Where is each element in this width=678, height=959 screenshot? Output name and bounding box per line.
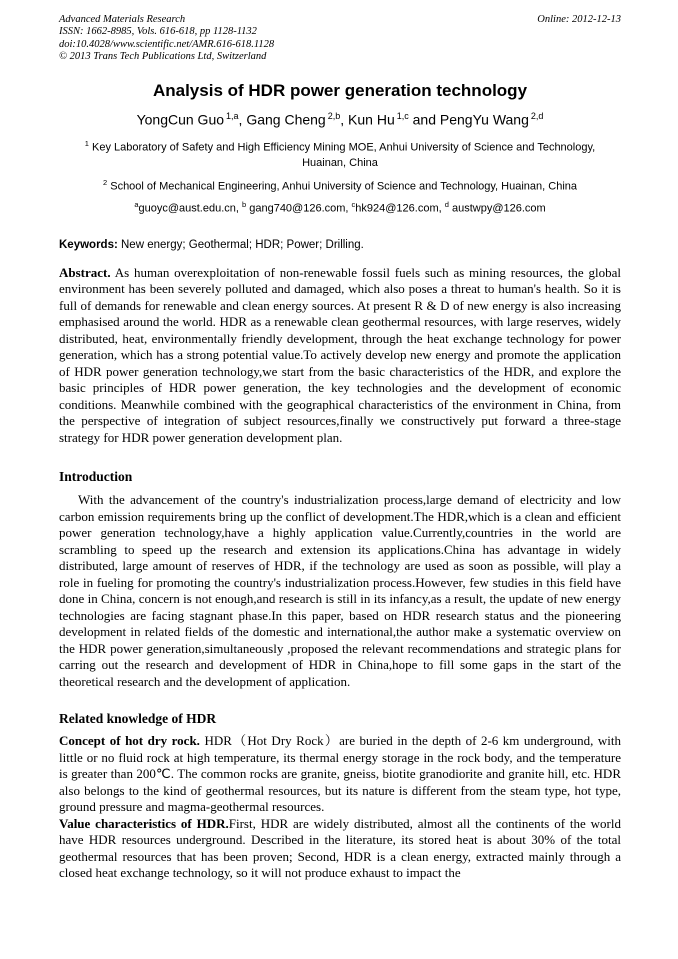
keywords-text: New energy; Geothermal; HDR; Power; Drilling. (117, 238, 364, 251)
journal-header (59, 14, 621, 63)
author-name: Gang Cheng (246, 111, 326, 128)
keywords-label: Keywords: (59, 238, 118, 251)
concept-run-in-label: Concept of hot dry rock. (59, 733, 200, 749)
affiliation-number: 1 (84, 138, 89, 148)
copyright-line: © 2013 Trans Tech Publications Ltd, Switzerland (59, 50, 267, 62)
journal-name: Advanced Materials Research (59, 14, 186, 25)
author-emails-line (59, 200, 621, 215)
author-separator: and (408, 111, 440, 128)
abstract-text: As human overexploitation of non-renewable fossil fuels such as mining resources, the global environment has been severely polluted and damaged, which also poses a threat to human's health. So it is full of demands for renewable and clean energy sources. At present R & D of new energy is also increasing emphasised around the world. HDR as a renewable clean geothermal resources, with large reserves, widely distributed, heat, environmentally friendly development, through the heat exchange technology for power generation, which has a strong potential value.To actively develop new energy and promote the application of HDR power generation technology,we start from the basic characteristics of the HDR, and explore the basic principles of HDR power generation, the key technologies and the development of economic conditions. Meanwhile combined with the geographical characteristics of the environment in China, from the perspective of integration of subject resources,finally we constructively put forward a three-stage strategy for HDR power generation development plan. (59, 264, 621, 445)
affiliation-text: Key Laboratory of Safety and High Efficiency Mining MOE, Anhui University of Science and Technology, Huainan, China (88, 141, 596, 169)
journal-info-block (59, 14, 274, 63)
author-affiliation-mark: 1,a (226, 111, 239, 122)
concept-text: HDR（Hot Dry Rock）are buried in the depth of 2-6 km underground, with little or no fluid rock at high temperature, its thermal energy storage in the rock body, and the temperature is greater than 200℃. The common rocks are granite, gneiss, biotite granodiorite and granite hill, etc. HDR also belongs to the kind of geothermal resources, but its nature is different from the steam type, hot type, ground pressure and magma-geothermal resources. (59, 733, 621, 815)
value-text: First, HDR are widely distributed, almost all the continents of the world have HDR resources underground. Described in the literature, its stored heat is about 30% of the total geothermal resources that has been proven; Second, HDR is a clean energy, extracted mainly through a closed heat exchange technology, so it will not produce exhaust to impact the (59, 815, 621, 881)
value-run-in-label: Value characteristics of HDR. (59, 815, 229, 831)
author-name: Kun Hu (348, 111, 395, 128)
author-affiliation-mark: 1,c (396, 111, 409, 122)
email-mark: b (242, 200, 247, 210)
email-address: guoyc@aust.edu.cn, (138, 202, 242, 215)
value-characteristics-paragraph (59, 816, 621, 882)
doi-line: doi:10.4028/www.scientific.net/AMR.616-618.1128 (59, 38, 275, 50)
abstract-paragraph (59, 265, 621, 447)
author-affiliation-mark: 2,d (530, 111, 544, 122)
paper-title: Analysis of HDR power generation technology (152, 81, 528, 101)
email-mark: d (444, 200, 449, 210)
affiliation-number: 2 (103, 177, 108, 187)
online-date: Online: 2012-12-13 (537, 14, 621, 25)
author-affiliation-mark: 2,b (327, 111, 341, 122)
introduction-paragraph: With the advancement of the country's industrialization process,large demand of electricity and low carbon emission requirements bring up the conflict of development.The HDR,which is a clean and efficient power generation technology,have a highly application value.Currently,countries in the world are scrambling to speed up the research and extension its applications.China has advantage in widely distributed, large amount of reserves of HDR, if the technology are used as soon as possible, will play a role in fueling for promoting the country's industrialization process.However, few studies in this field have done in China, concern is not enough,and research is still in its infancy,as a result, the update of new energy technologies are facing stagnant phase.In this paper, based on HDR research status and the pioneering development in related fields of the domestic and international,the author make a systematic overview on the HDR power generation,simultaneously ,proposed the relevant recommendations and strategic plans for carring out the research and development of HDR in China,hope to fill some gaps in the start of the theoretical research and the development of application. (59, 492, 621, 689)
email-mark: a (134, 200, 139, 210)
section-heading-related-knowledge: Related knowledge of HDR (59, 711, 217, 727)
affiliation-1 (69, 136, 611, 171)
author-name: YongCun Guo (136, 111, 225, 128)
issn-line: ISSN: 1662-8985, Vols. 616-618, pp 1128-1132 (59, 26, 257, 38)
abstract-label: Abstract. (59, 264, 111, 280)
author-separator: , (340, 111, 349, 128)
keywords-line (59, 239, 621, 251)
author-separator: , (238, 111, 247, 128)
concept-paragraph (59, 733, 621, 816)
author-name: PengYu Wang (439, 111, 529, 128)
email-address: gang740@126.com, (246, 202, 352, 215)
email-address: hk924@126.com, (355, 202, 445, 215)
authors-line (59, 111, 621, 128)
section-heading-introduction: Introduction (59, 469, 133, 485)
email-mark: c (351, 200, 356, 210)
affiliation-2 (69, 175, 611, 195)
email-address: austwpy@126.com (448, 202, 546, 215)
affiliation-text: School of Mechanical Engineering, Anhui University of Science and Technology, Huainan, China (107, 180, 577, 193)
